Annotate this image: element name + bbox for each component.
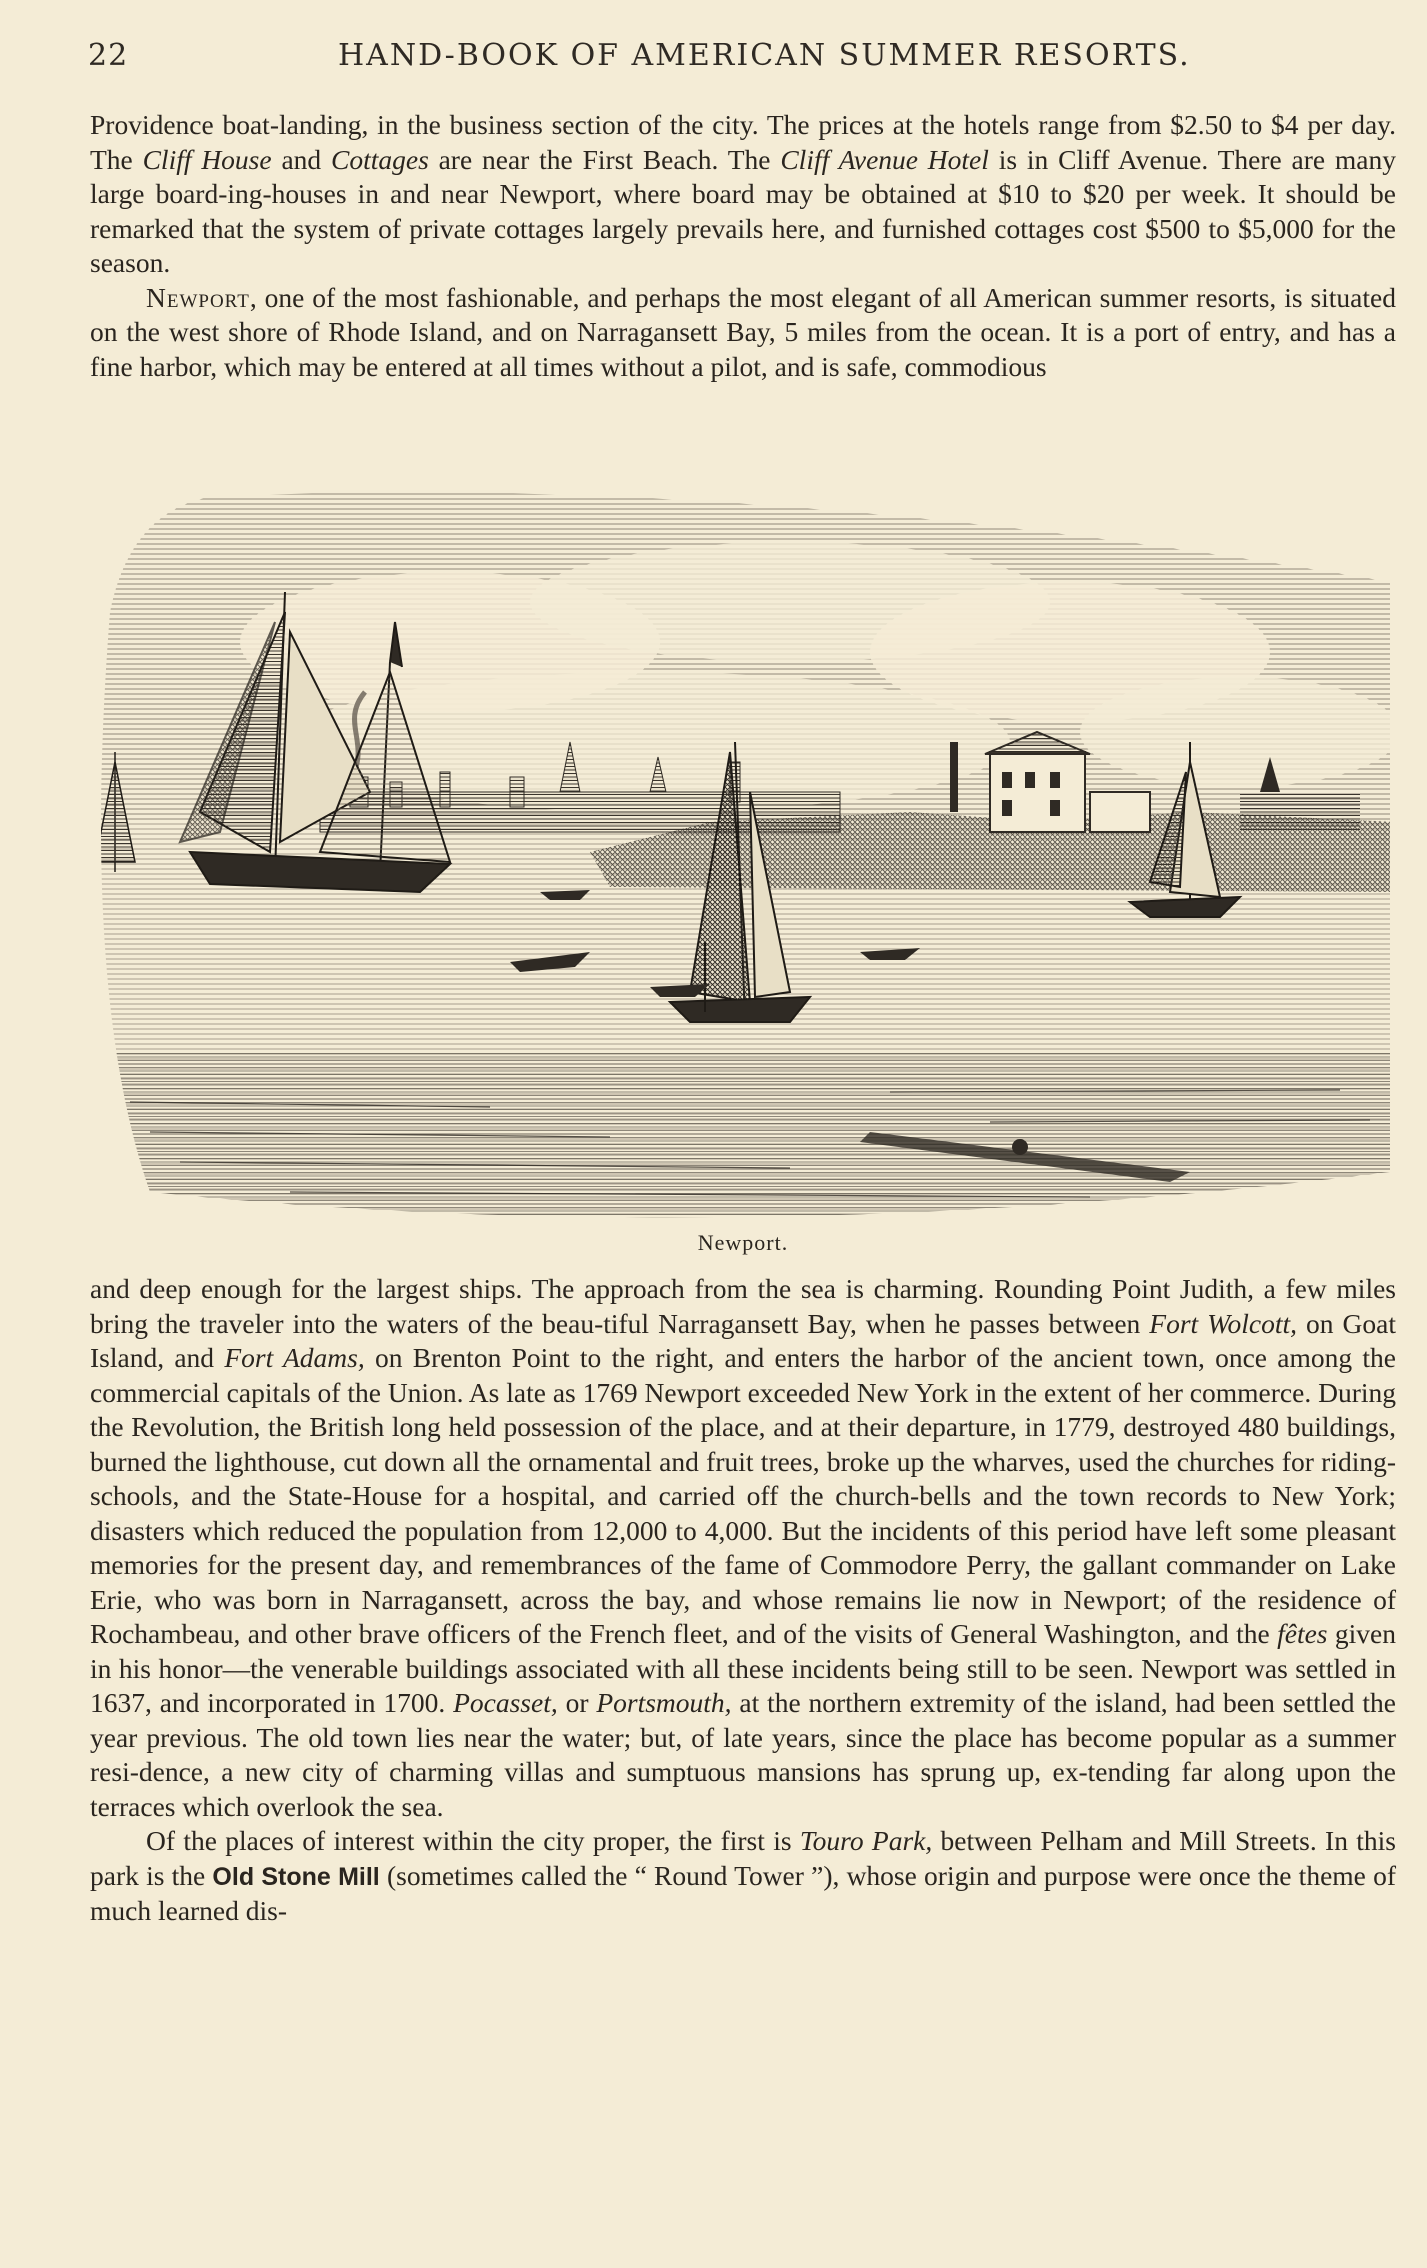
text-span: or: [557, 1687, 597, 1718]
text-span: are near the First Beach. The: [428, 143, 781, 175]
text-span: and deep enough for the largest ships. The approach from the sea is charming. Rounding Point Judith, a few miles bring the traveler into the waters of the beau-tiful Narragansett Bay, when he passes between: [90, 1273, 1396, 1339]
page-number: 22: [88, 38, 129, 73]
italic-cottages: Cottages: [330, 143, 429, 175]
paragraph-newport-intro: [90, 281, 1396, 385]
lower-text-block: [90, 1272, 1396, 2232]
italic-touro-park: Touro Park,: [799, 1825, 933, 1856]
figure-caption: Newport.: [697, 1230, 789, 1255]
running-title: HAND-BOOK OF AMERICAN SUMMER RESORTS.: [338, 38, 1191, 73]
bold-old-stone-mill: Old Stone Mill: [212, 1862, 380, 1891]
italic-portsmouth: Portsmouth,: [596, 1687, 732, 1718]
upper-text-block: [90, 108, 1396, 478]
paragraph-providence: [90, 108, 1396, 281]
text-span: and: [271, 143, 331, 175]
text-span: on Brenton Point to the right, and enters the harbor of the ancient town, once among the commercial capitals of the Union. As late as 1769 Newport exceeded New York in the extent of her commerce. During the Revolution, the British long held possession of the place, and at their departure, in 1779, destroyed 480 buildings, burned the lighthouse, cut down all the ornamental and fruit trees, broke up the wharves, used the churches for riding-schools, and the State-House for a hospital, and carried off the church-bells and the town records to New York; disasters which reduced the population from 12,000 to 4,000. But the incidents of this period have left some pleasant memories for the present day, and remembrances of the fame of Commodore Perry, the gallant commander on Lake Erie, who was born in Narragansett, across the bay, and whose remains lie now in Newport; of the residence of Rochambeau, and other brave officers of the French fleet, and of the visits of General Washington, and the: [90, 1342, 1396, 1649]
italic-fort-wolcott: Fort Wolcott,: [1149, 1307, 1298, 1339]
text-span: at the northern extremity of the island, had been settled the year previous. The old town lies near the water; but, of late years, since the place has become popular as a summer resi-dence, a new city of charming villas and sumptuous mansions has sprung up, ex-tending far along upon the terraces which overlook the sea.: [90, 1687, 1396, 1822]
italic-fort-adams: Fort Adams,: [224, 1342, 365, 1373]
italic-cliff-avenue-hotel: Cliff Avenue Hotel: [780, 143, 989, 175]
harbor-engraving: [90, 492, 1396, 1232]
text-span: on Goat Island, and: [90, 1307, 1396, 1373]
text-span: , one of the most fashionable, and perhaps the most elegant of all American summer resorts, is situated on the west shore of Rhode Island, and on Narragansett Bay, 5 miles from the ocean. It is a port of entry, and has a fine harbor, which may be entered at all times without a pilot, and is safe, commodious: [90, 281, 1396, 382]
page-header: [88, 38, 1388, 78]
text-span: (sometimes called the “ Round Tower ”), whose origin and purpose were once the theme of much learned dis-: [90, 1859, 1396, 1926]
newport-illustration: [90, 492, 1396, 1255]
paragraph-newport-history: [90, 1272, 1396, 1824]
text-span: Providence boat-landing, in the business section of the city. The prices at the hotels range from $2.50 to $4 per day. The: [90, 109, 1396, 175]
text-span: is in Cliff Avenue. There are many large board-ing-houses in and near Newport, where board may be obtained at $10 to $20 per week. It should be remarked that the system of private cottages largely prevails here, and furnished cottages cost $500 to $5,000 for the season.: [90, 143, 1397, 278]
text-span: given in his honor—the venerable buildings associated with all these incidents being still to be seen. Newport was settled in 1637, and incorporated in 1700.: [90, 1618, 1396, 1718]
newport-heading: Newport: [146, 281, 250, 313]
italic-pocasset: Pocasset,: [453, 1687, 558, 1718]
text-span: between Pelham and Mill Streets. In this park is the: [90, 1825, 1396, 1891]
text-span: Of the places of interest within the city proper, the first is: [146, 1825, 800, 1856]
italic-cliff-house: Cliff House: [142, 143, 272, 175]
paragraph-places-of-interest: [90, 1824, 1396, 1929]
italic-fetes: fêtes: [1277, 1618, 1328, 1649]
